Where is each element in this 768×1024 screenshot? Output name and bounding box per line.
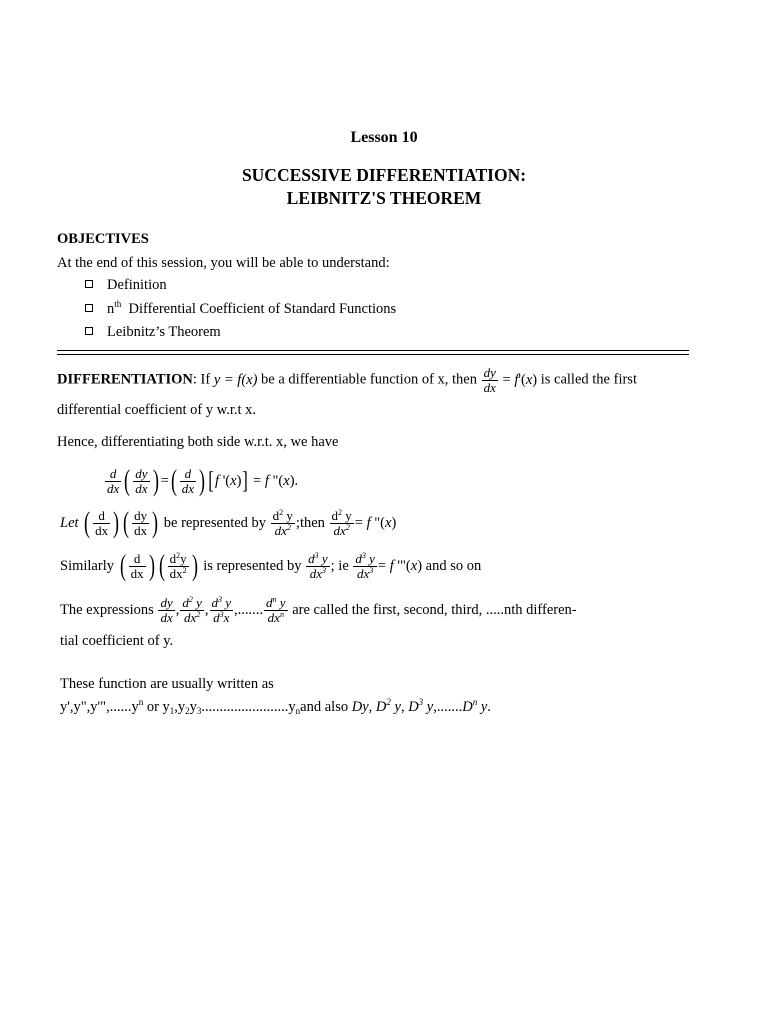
hence-text: Hence, differentiating both side w.r.t. x, we have (57, 434, 339, 450)
title-line-2: LEIBNITZ'S THEOREM (286, 188, 482, 208)
let-line: Let ( $\frac{d}{dx}$ ) ( $\frac{dy}{dx}$ ) be represented by $\frac{d^2 y}{dx^2}$ ;then $\frac{d^2 y}{dx^2}$ = f "(x) (60, 506, 397, 539)
divider (57, 350, 689, 351)
bullet-icon (85, 327, 93, 335)
equation-second-derivative: $\frac{d}{dx}$ ( $\frac{dy}{dx}$ ) =( $\frac{d}{dx}$ ) [f '(x)] = f "(x). (107, 464, 299, 497)
expressions-line: The expressions $\frac{dy}{dx}$ , $\frac{d^2 y}{dx^2}$ , $\frac{d^3 y}{d^3x}$ ,....... $\frac{d^n y}{dx^n}$ are called the first, second, third, .....nth differen- (60, 595, 577, 625)
objectives-heading: OBJECTIVES (57, 231, 149, 247)
bullet-icon (85, 304, 93, 312)
objectives-intro: At the end of this session, you will be able to understand: (57, 255, 390, 271)
similarly-line: Similarly ( $\frac{d}{dx}$ ) ( $\frac{d^2y}{dx^2}$ ) is represented by $\frac{d^3 y}{dx^3}$ ; ie $\frac{d^3 y}{dx^3}$ = f '"(x) and so on (60, 549, 482, 582)
objective-item: Leibnitz’s Theorem (85, 324, 221, 341)
dy-dx-fraction: $\frac{dy}{dx}$ (483, 365, 496, 395)
differentiation-line-2: differential coefficient of y w.r.t x. (57, 402, 257, 418)
bullet-icon (85, 280, 93, 288)
expressions-line-2: tial coefficient of y. (60, 633, 174, 649)
lesson-number: Lesson 10 (350, 129, 418, 146)
usually-text: These function are usually written as (60, 676, 274, 692)
differentiation-heading: DIFFERENTIATION (57, 371, 193, 388)
notation-line: $y',y",y'",......y^n$ or $y_1,y_2y_3........................y_nand$ also Dy, $D^2$ y, $D^3$ $y,.......D^n$ y. (60, 697, 491, 716)
divider (57, 354, 689, 355)
objective-item: $n^{th}$ Differential Coefficient of Standard Functions (85, 301, 396, 318)
differentiation-line: DIFFERENTIATION: If y = f(x) be a differentiable function of x, then $\frac{dy}{dx}$ = f'(x) is called the first (57, 365, 637, 395)
objective-item: Definition (85, 277, 167, 294)
title-line-1: SUCCESSIVE DIFFERENTIATION: (241, 165, 527, 185)
formula: y = f(x) (213, 371, 258, 388)
